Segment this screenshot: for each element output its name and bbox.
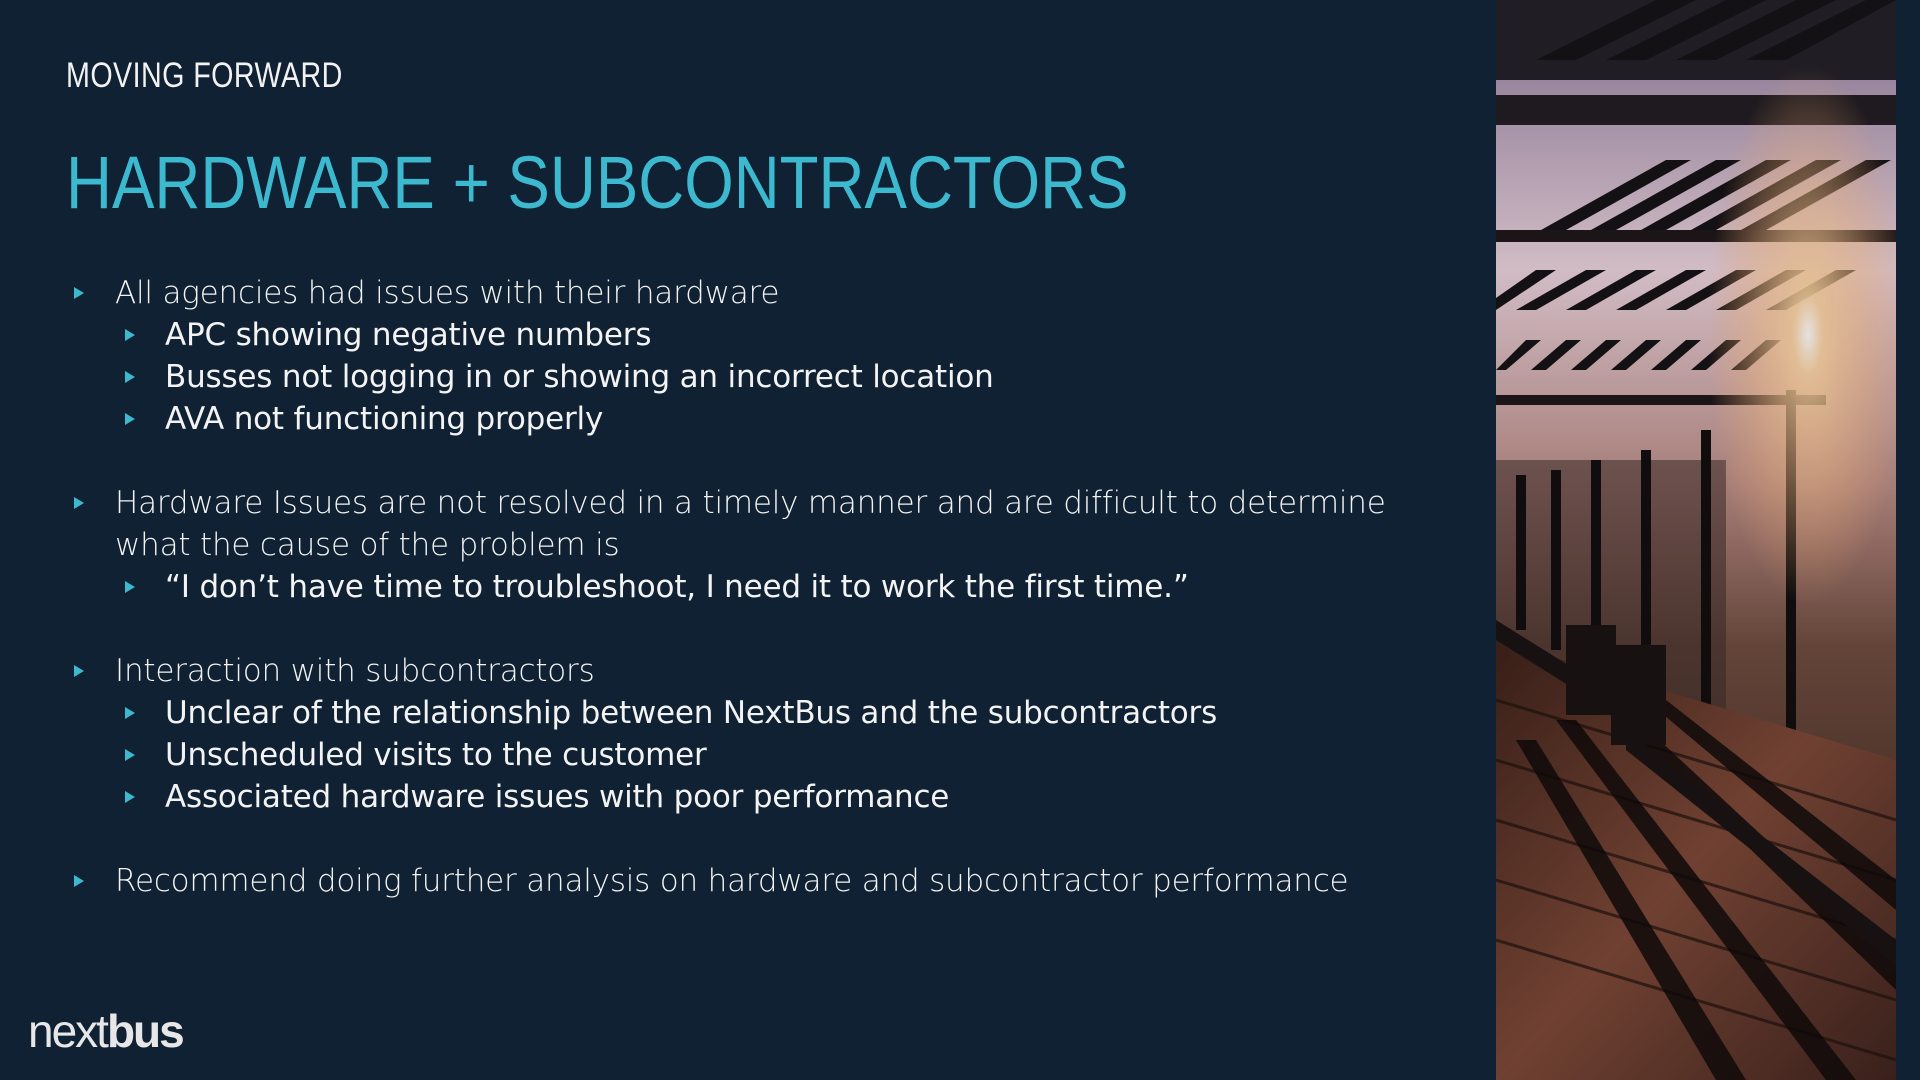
sub-bullet-text: Busses not logging in or showing an incorrect location — [165, 359, 994, 395]
triangle-right-icon — [74, 875, 84, 887]
bus-shelter-photo — [1496, 0, 1896, 1080]
triangle-right-icon — [74, 287, 84, 299]
nextbus-logo — [28, 1004, 183, 1058]
triangle-right-icon — [125, 791, 135, 803]
bullet-item — [70, 650, 1470, 692]
sub-bullet-item — [70, 734, 1470, 776]
logo-light-part: next — [28, 1005, 107, 1057]
slide-title: HARDWARE + SUBCONTRACTORS — [66, 141, 1129, 224]
sub-bullet-text: Unclear of the relationship between NextBus and the subcontractors — [165, 695, 1218, 731]
bullet-text: All agencies had issues with their hardware — [115, 275, 780, 311]
bus-shelter-image — [1496, 0, 1896, 1080]
bullet-text: Hardware Issues are not resolved in a timely manner and are difficult to determine what the cause of the problem is — [115, 485, 1386, 563]
triangle-right-icon — [74, 497, 84, 509]
bullet-group-3 — [70, 650, 1470, 818]
section-kicker: MOVING FORWARD — [66, 56, 343, 95]
triangle-right-icon — [125, 329, 135, 341]
right-edge-bar — [1896, 0, 1920, 1080]
triangle-right-icon — [125, 371, 135, 383]
triangle-right-icon — [125, 707, 135, 719]
sub-bullet-item — [70, 776, 1470, 818]
sub-bullet-item — [70, 692, 1470, 734]
triangle-right-icon — [74, 665, 84, 677]
sub-bullet-text: Unscheduled visits to the customer — [165, 737, 707, 773]
sub-bullet-item — [70, 356, 1470, 398]
bullet-item — [70, 272, 1470, 314]
triangle-right-icon — [125, 749, 135, 761]
sub-bullet-text: AVA not functioning properly — [165, 401, 604, 437]
bullet-group-1 — [70, 272, 1470, 440]
sub-bullet-item — [70, 314, 1470, 356]
sub-bullet-text: APC showing negative numbers — [165, 317, 652, 353]
bullet-text: Interaction with subcontractors — [115, 653, 595, 689]
triangle-right-icon — [125, 581, 135, 593]
sub-bullet-item — [70, 566, 1470, 608]
bullet-item — [70, 860, 1470, 902]
bullet-group-4 — [70, 860, 1470, 902]
bullet-item — [70, 482, 1470, 566]
triangle-right-icon — [125, 413, 135, 425]
bullet-group-2 — [70, 482, 1470, 608]
sub-bullet-item — [70, 398, 1470, 440]
logo-bold-part: bus — [106, 1005, 183, 1057]
bullet-list — [70, 272, 1470, 944]
sub-bullet-text: “I don’t have time to troubleshoot, I need it to work the first time.” — [165, 569, 1189, 605]
sub-bullet-text: Associated hardware issues with poor performance — [165, 779, 950, 815]
bullet-text: Recommend doing further analysis on hardware and subcontractor performance — [115, 863, 1349, 899]
